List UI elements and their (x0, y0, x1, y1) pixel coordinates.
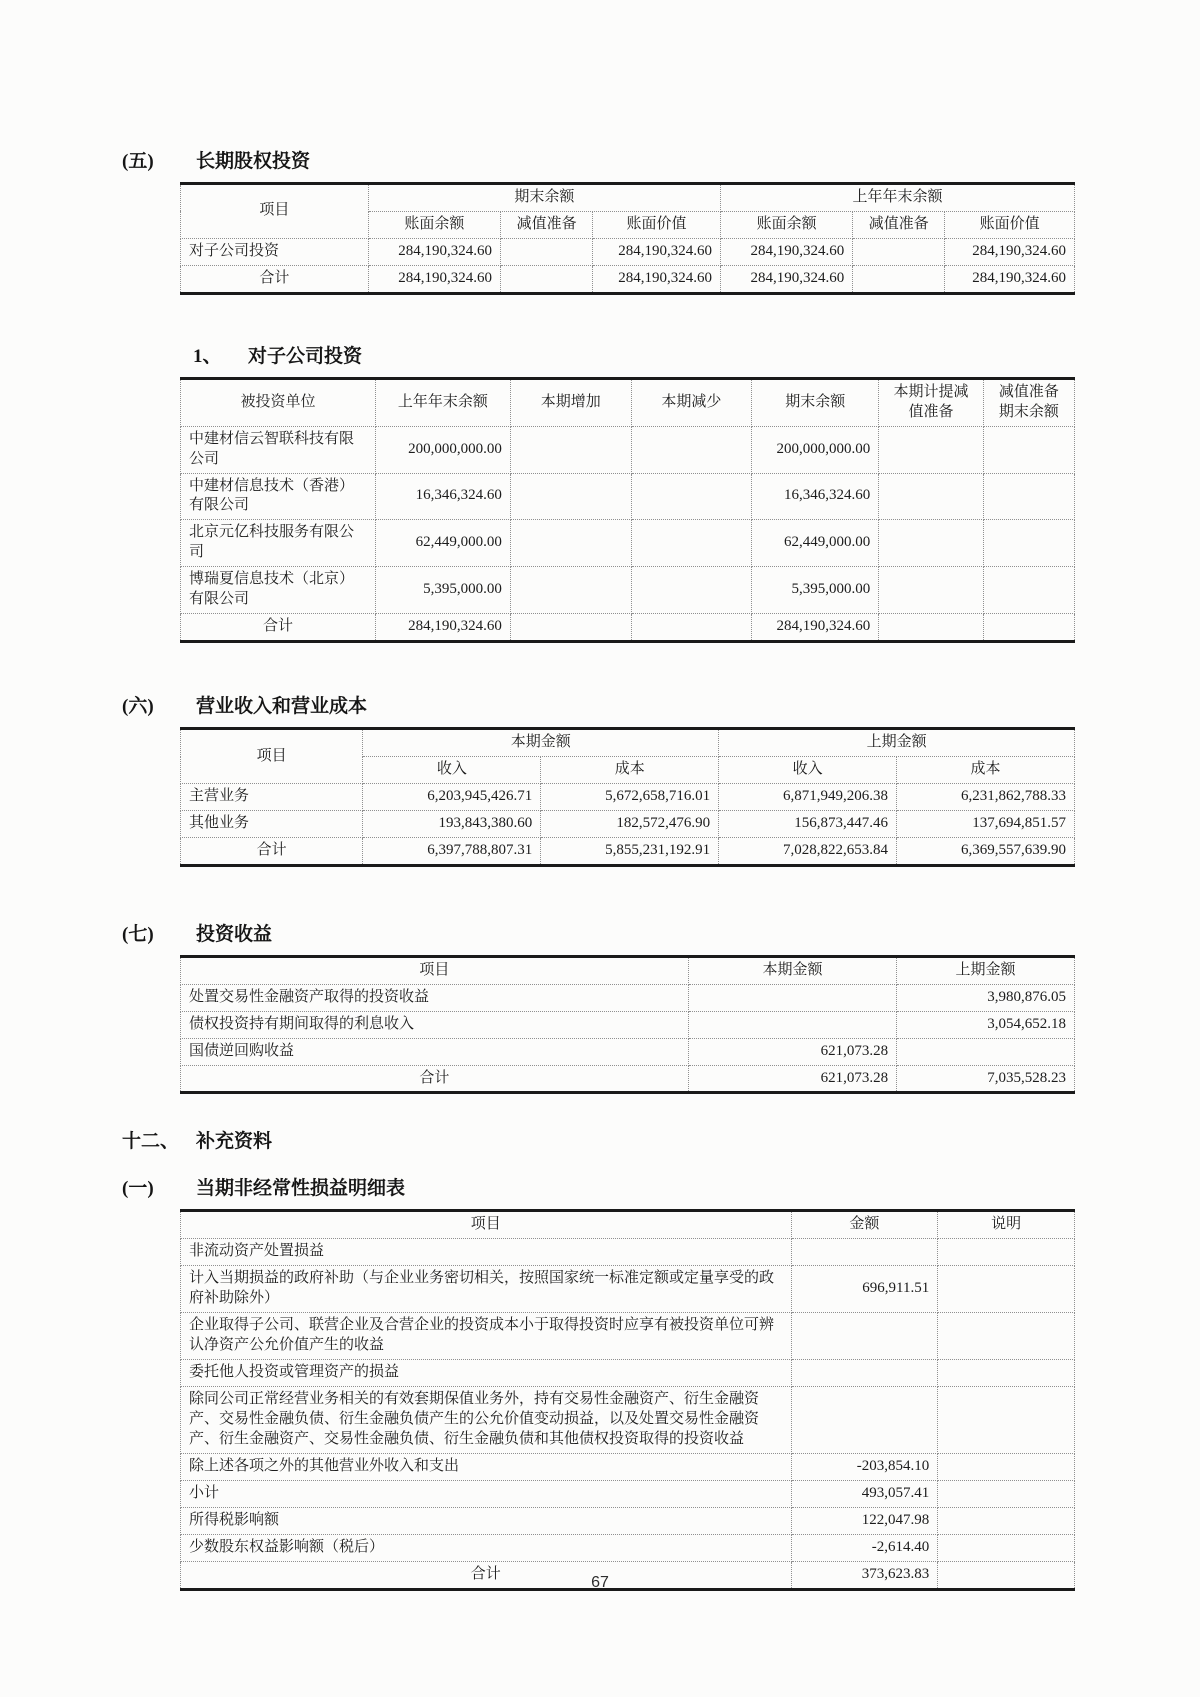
row-label: 对子公司投资 (181, 238, 369, 265)
cell-value: 621,073.28 (688, 1065, 896, 1093)
investment-income-table (180, 955, 1075, 1095)
table-row (181, 837, 1075, 865)
row-label: 合计 (181, 614, 376, 642)
table-body (181, 238, 1075, 293)
table-header-row (181, 184, 1075, 212)
cell-value (631, 520, 752, 567)
column-header: 项目 (181, 956, 689, 984)
table-header-row (181, 1211, 1075, 1239)
row-label: 主营业务 (181, 783, 363, 810)
column-header: 减值准备 (853, 211, 945, 238)
cell-value: 284,190,324.60 (375, 614, 510, 642)
column-header: 减值准备期末余额 (983, 378, 1074, 426)
cell-value: 284,190,324.60 (593, 265, 721, 293)
cell-value (631, 426, 752, 473)
row-label: 委托他人投资或管理资产的损益 (181, 1360, 792, 1387)
row-label: 合计 (181, 837, 363, 865)
cell-value (938, 1266, 1075, 1313)
table-header (181, 1211, 1075, 1239)
cell-value: 16,346,324.60 (752, 473, 879, 520)
column-header: 账面价值 (593, 211, 721, 238)
cell-value (879, 614, 984, 642)
cell-value: 182,572,476.90 (541, 810, 719, 837)
table-row (181, 614, 1075, 642)
column-header: 账面余额 (720, 211, 852, 238)
cell-value: 200,000,000.00 (375, 426, 510, 473)
column-header: 收入 (719, 757, 897, 784)
cell-value (879, 473, 984, 520)
table-row (181, 1360, 1075, 1387)
subsection-1-title: 对子公司投资 (248, 345, 363, 367)
column-header: 金额 (791, 1211, 938, 1239)
row-label: 除上述各项之外的其他营业外收入和支出 (181, 1453, 792, 1480)
table-row (181, 984, 1075, 1011)
section-5-title: 长期股权投资 (196, 151, 311, 172)
section-5-heading (0, 146, 1200, 173)
table-header (181, 378, 1075, 426)
cell-value (983, 614, 1074, 642)
cell-value (938, 1387, 1075, 1454)
cell-value (897, 1038, 1075, 1065)
table-row (181, 1266, 1075, 1313)
table-header-row (181, 729, 1075, 757)
cell-value (938, 1480, 1075, 1507)
cell-value (510, 567, 631, 614)
row-label: 其他业务 (181, 810, 363, 837)
cell-value: 3,054,652.18 (897, 1011, 1075, 1038)
table-row (181, 1239, 1075, 1266)
cell-value (510, 473, 631, 520)
cell-value (938, 1360, 1075, 1387)
cell-value: 200,000,000.00 (752, 426, 879, 473)
table-header (181, 729, 1075, 784)
cell-value: 696,911.51 (791, 1266, 938, 1313)
cell-value: 284,190,324.60 (720, 238, 852, 265)
cell-value (791, 1313, 938, 1360)
row-label: 北京元亿科技服务有限公司 (181, 520, 376, 567)
column-group-current-period: 本期金额 (363, 729, 719, 757)
nonrecurring-items-table (180, 1209, 1075, 1590)
cell-value (938, 1453, 1075, 1480)
column-header: 期末余额 (752, 378, 879, 426)
cell-value (510, 426, 631, 473)
cell-value: 284,190,324.60 (945, 265, 1075, 293)
column-header: 减值准备 (501, 211, 593, 238)
section-7-label: (七) (122, 923, 154, 945)
table-row (181, 1480, 1075, 1507)
cell-value (938, 1313, 1075, 1360)
cell-value: 6,397,788,807.31 (363, 837, 541, 865)
cell-value (510, 520, 631, 567)
subsidiaries-investment-table (180, 377, 1075, 643)
cell-value (938, 1534, 1075, 1561)
column-group-prior-year-balance: 上年年末余额 (720, 184, 1074, 212)
table-row (181, 1453, 1075, 1480)
cell-value: 373,623.83 (791, 1561, 938, 1589)
row-label: 国债逆回购收益 (181, 1038, 689, 1065)
table-header-row (181, 378, 1075, 426)
cell-value: 5,395,000.00 (375, 567, 510, 614)
row-label: 少数股东权益影响额（税后） (181, 1534, 792, 1561)
long-term-equity-table (180, 182, 1075, 295)
cell-value (631, 614, 752, 642)
cell-value (688, 1011, 896, 1038)
row-label: 中建材信云智联科技有限公司 (181, 426, 376, 473)
section-12-1-heading (0, 1173, 1200, 1200)
cell-value: 7,035,528.23 (897, 1065, 1075, 1093)
cell-value (938, 1507, 1075, 1534)
cell-value: 62,449,000.00 (375, 520, 510, 567)
column-header-item: 项目 (181, 729, 363, 784)
table-row (181, 1387, 1075, 1454)
cell-value (879, 567, 984, 614)
cell-value: 122,047.98 (791, 1507, 938, 1534)
cell-value: 7,028,822,653.84 (719, 837, 897, 865)
table-row (181, 473, 1075, 520)
column-header: 上年年末余额 (375, 378, 510, 426)
subsection-1-label: 1、 (193, 345, 222, 367)
column-header: 成本 (897, 757, 1075, 784)
cell-value: -203,854.10 (791, 1453, 938, 1480)
cell-value (879, 426, 984, 473)
section-12-heading (0, 1126, 1200, 1153)
table-body (181, 426, 1075, 641)
table-row (181, 1065, 1075, 1093)
row-label: 合计 (181, 1065, 689, 1093)
cell-value: 284,190,324.60 (368, 238, 500, 265)
table-body (181, 1239, 1075, 1589)
cell-value (631, 567, 752, 614)
section-7-heading (0, 919, 1200, 946)
cell-value (879, 520, 984, 567)
table-row (181, 567, 1075, 614)
section-12-1-title: 当期非经常性损益明细表 (196, 1178, 406, 1200)
column-header: 本期金额 (688, 956, 896, 984)
column-header: 本期增加 (510, 378, 631, 426)
cell-value: 621,073.28 (688, 1038, 896, 1065)
table-row (181, 520, 1075, 567)
row-label: 合计 (181, 1561, 792, 1589)
cell-value: 284,190,324.60 (720, 265, 852, 293)
table-row (181, 1038, 1075, 1065)
column-header: 本期计提减值准备 (879, 378, 984, 426)
row-label: 合计 (181, 265, 369, 293)
cell-value: 193,843,380.60 (363, 810, 541, 837)
cell-value: 284,190,324.60 (945, 238, 1075, 265)
section-5-label: (五) (122, 151, 154, 172)
subsection-1-heading (0, 341, 1200, 368)
page-number: 67 (591, 1574, 609, 1591)
cell-value: 5,672,658,716.01 (541, 783, 719, 810)
cell-value: 16,346,324.60 (375, 473, 510, 520)
cell-value (983, 426, 1074, 473)
cell-value (983, 473, 1074, 520)
column-group-ending-balance: 期末余额 (368, 184, 720, 212)
cell-value (510, 614, 631, 642)
row-label: 除同公司正常经营业务相关的有效套期保值业务外，持有交易性金融资产、衍生金融资产、交易性金融负债、衍生金融负债产生的公允价值变动损益，以及处置交易性金融资产、衍生金融资产、交易性金融负债、衍生金融负债和其他债权投资取得的投资收益 (181, 1387, 792, 1454)
section-12-title: 补充资料 (196, 1131, 273, 1153)
table-row (181, 1313, 1075, 1360)
table-body (181, 783, 1075, 865)
row-label: 处置交易性金融资产取得的投资收益 (181, 984, 689, 1011)
column-header: 本期减少 (631, 378, 752, 426)
cell-value (983, 520, 1074, 567)
row-label: 博瑞夏信息技术（北京）有限公司 (181, 567, 376, 614)
cell-value (688, 984, 896, 1011)
column-header-item: 项目 (181, 184, 369, 239)
cell-value (501, 238, 593, 265)
column-header: 成本 (541, 757, 719, 784)
cell-value: 6,231,862,788.33 (897, 783, 1075, 810)
section-12-1-label: (一) (122, 1178, 154, 1200)
table-row (181, 265, 1075, 293)
cell-value (631, 473, 752, 520)
cell-value: 62,449,000.00 (752, 520, 879, 567)
cell-value: 6,369,557,639.90 (897, 837, 1075, 865)
cell-value (501, 265, 593, 293)
cell-value (853, 238, 945, 265)
row-label: 小计 (181, 1480, 792, 1507)
row-label: 计入当期损益的政府补助（与企业业务密切相关，按照国家统一标准定额或定量享受的政府补助除外） (181, 1266, 792, 1313)
table-row (181, 783, 1075, 810)
section-6-label: (六) (122, 696, 154, 718)
cell-value: 156,873,447.46 (719, 810, 897, 837)
column-header: 账面价值 (945, 211, 1075, 238)
revenue-cost-table (180, 727, 1075, 867)
cell-value (791, 1360, 938, 1387)
cell-value (938, 1239, 1075, 1266)
cell-value: 493,057.41 (791, 1480, 938, 1507)
cell-value (791, 1239, 938, 1266)
table-row (181, 1011, 1075, 1038)
row-label: 非流动资产处置损益 (181, 1239, 792, 1266)
cell-value: 5,855,231,192.91 (541, 837, 719, 865)
cell-value: 137,694,851.57 (897, 810, 1075, 837)
row-label: 所得税影响额 (181, 1507, 792, 1534)
cell-value: 284,190,324.60 (752, 614, 879, 642)
section-12-label: 十二、 (122, 1131, 180, 1153)
cell-value: -2,614.40 (791, 1534, 938, 1561)
column-header: 账面余额 (368, 211, 500, 238)
cell-value (791, 1387, 938, 1454)
cell-value: 284,190,324.60 (593, 238, 721, 265)
cell-value (983, 567, 1074, 614)
table-row (181, 1507, 1075, 1534)
table-header-row (181, 956, 1075, 984)
cell-value: 6,871,949,206.38 (719, 783, 897, 810)
column-header: 说明 (938, 1211, 1075, 1239)
column-header: 项目 (181, 1211, 792, 1239)
table-row (181, 810, 1075, 837)
column-header: 上期金额 (897, 956, 1075, 984)
row-label: 企业取得子公司、联营企业及合营企业的投资成本小于取得投资时应享有被投资单位可辨认净资产公允价值产生的收益 (181, 1313, 792, 1360)
row-label: 债权投资持有期间取得的利息收入 (181, 1011, 689, 1038)
cell-value: 6,203,945,426.71 (363, 783, 541, 810)
table-row (181, 426, 1075, 473)
cell-value: 3,980,876.05 (897, 984, 1075, 1011)
section-7-title: 投资收益 (196, 923, 273, 945)
column-header: 被投资单位 (181, 378, 376, 426)
column-header: 收入 (363, 757, 541, 784)
column-group-prior-period: 上期金额 (719, 729, 1075, 757)
cell-value (853, 265, 945, 293)
table-header (181, 956, 1075, 984)
section-6-heading (0, 691, 1200, 718)
cell-value: 5,395,000.00 (752, 567, 879, 614)
section-6-title: 营业收入和营业成本 (196, 696, 368, 718)
table-body (181, 984, 1075, 1093)
table-row (181, 1534, 1075, 1561)
table-row (181, 238, 1075, 265)
table-header (181, 184, 1075, 239)
row-label: 中建材信息技术（香港）有限公司 (181, 473, 376, 520)
cell-value: 284,190,324.60 (368, 265, 500, 293)
